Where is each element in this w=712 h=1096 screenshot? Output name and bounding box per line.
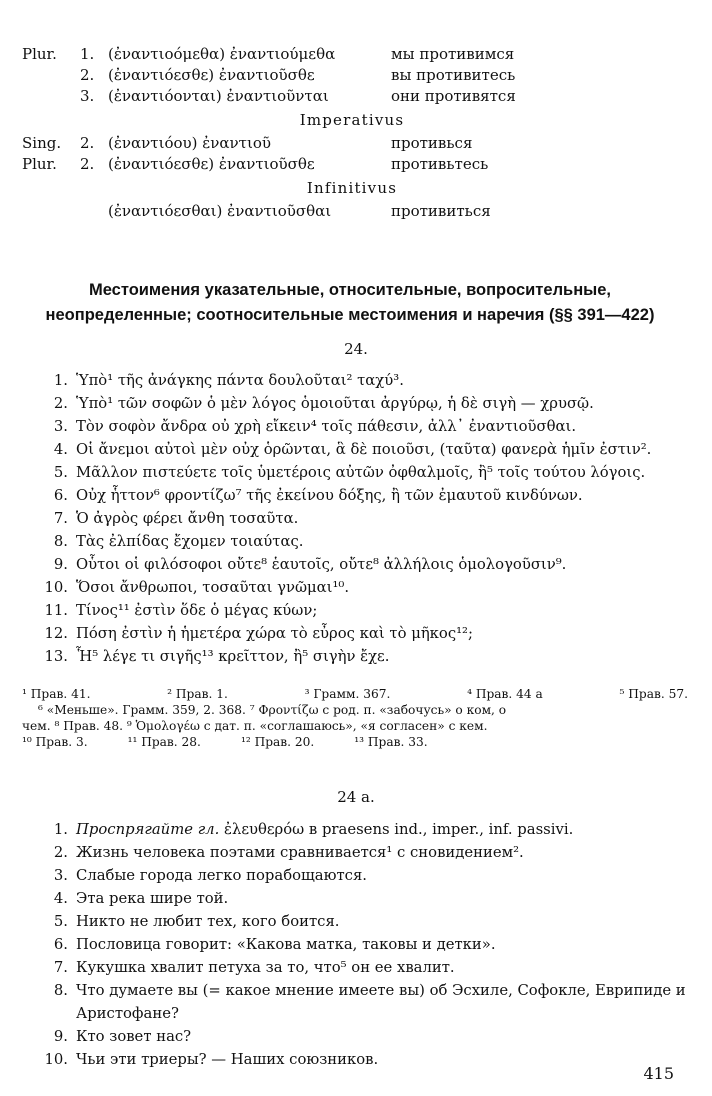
- exercise-24-list: [28, 369, 688, 668]
- item-text: Ὑπὸ¹ τῆς ἀνάγκης πάντα δουλοῦται² ταχύ³.: [76, 372, 404, 389]
- greek-form: (ἐναντιόου) ἐναντιοῦ: [108, 134, 271, 152]
- section-title: [20, 278, 680, 328]
- footnote: ¹ Прав. 41.: [22, 687, 91, 701]
- item-number: 6.: [53, 487, 68, 504]
- item-number: 1.: [53, 372, 68, 389]
- item-text: Οὐχ ἧττον⁶ φροντίζω⁷ τῆς ἐκείνου δόξης, ἢ τῶν ἐμαυτοῦ κινδύνων.: [76, 487, 583, 504]
- footnote-line: [22, 734, 688, 750]
- item-text: Слабые города легко порабощаются.: [76, 867, 367, 884]
- person-number: 3.: [80, 87, 95, 105]
- conjugation-table: [22, 44, 682, 222]
- list-item: [28, 369, 688, 392]
- footnote: ¹² Прав. 20.: [240, 735, 315, 749]
- item-text: Кукушка хвалит петуха за то, что⁵ он ее хвалит.: [76, 959, 455, 976]
- footnote: ³ Грамм. 367.: [304, 687, 391, 701]
- item-text: Чьи эти триеры? — Наших союзников.: [76, 1051, 379, 1068]
- item-number: 8.: [53, 533, 68, 550]
- item-number: 5.: [53, 913, 68, 930]
- item-text: Пословица говорит: «Какова матка, таковы и детки».: [76, 936, 496, 953]
- footnote: ⁶ «Меньше». Грамм. 359, 2. 368. ⁷ Φροντίζω с род. п. «забочусь» о ком, о: [38, 703, 507, 717]
- item-text: Ἧ⁵ λέγε τι σιγῆς¹³ κρεῖττον, ἢ⁵ σιγὴν ἔχε.: [76, 648, 390, 665]
- russian-translation: они противятся: [391, 87, 516, 105]
- item-number: 9.: [53, 1028, 68, 1045]
- number-label: [22, 86, 80, 107]
- item-number: 7.: [53, 959, 68, 976]
- footnote-line: [22, 702, 688, 718]
- item-text: Οἱ ἄνεμοι αὐτοὶ μὲν οὐχ ὁρῶνται, ἃ δὲ ποιοῦσι, (ταῦτα) φανερὰ ἡμῖν ἐστιν².: [76, 441, 652, 458]
- item-number: 4.: [53, 890, 68, 907]
- number-label: Plur.: [22, 45, 57, 63]
- footnote-line: [22, 686, 688, 702]
- item-text: Πόση ἐστὶν ἡ ἡμετέρα χώρα τὸ εὖρος καὶ τὸ μῆκος¹²;: [76, 625, 473, 642]
- russian-translation: вы противитесь: [391, 66, 516, 84]
- list-item: [28, 864, 688, 887]
- exercise-number: 24.: [344, 340, 368, 358]
- item-rest-text: ἐλευθερόω в praesens ind., imper., inf. passivi.: [219, 821, 574, 838]
- item-text: Ὑπὸ¹ τῶν σοφῶν ὁ μὲν λόγος ὁμοιοῦται ἀργύρῳ, ἡ δὲ σιγὴ — χρυσῷ.: [76, 395, 594, 412]
- footnotes: [22, 686, 688, 750]
- item-number: 5.: [53, 464, 68, 481]
- list-item: [28, 818, 688, 841]
- list-item: [28, 438, 688, 461]
- item-text: Τὸν σοφὸν ἄνδρα οὐ χρὴ εἴκειν⁴ τοῖς πάθεσιν, ἀλλ᾿ ἐναντιοῦσθαι.: [76, 418, 577, 435]
- list-item: [28, 1048, 688, 1071]
- greek-form: (ἐναντιόεσθε) ἐναντιοῦσθε: [108, 155, 315, 173]
- number-label: [22, 65, 80, 86]
- item-italic-text: Проспрягайте гл.: [76, 821, 220, 838]
- list-item: [28, 530, 688, 553]
- item-text: Эта река шире той.: [76, 890, 229, 907]
- list-item: [28, 956, 688, 979]
- number-label: Sing.: [22, 134, 62, 152]
- footnote: ¹⁰ Прав. 3.: [22, 735, 88, 749]
- item-text: [76, 818, 688, 841]
- list-item: [28, 507, 688, 530]
- list-item: [28, 841, 688, 864]
- list-item: [28, 576, 688, 599]
- item-text: Кто зовет нас?: [76, 1028, 192, 1045]
- item-number: 11.: [44, 602, 68, 619]
- item-number: 6.: [53, 936, 68, 953]
- section-title-line: неопределенные; соотносительные местоимения и наречия (§§ 391—422): [45, 306, 655, 324]
- infinitivus-heading: Infinitivus: [306, 179, 398, 197]
- footnote: ² Прав. 1.: [167, 687, 228, 701]
- item-number: 2.: [53, 844, 68, 861]
- item-number: 10.: [44, 579, 68, 596]
- exercise-number: 24 а.: [337, 788, 375, 806]
- page-number: 415: [643, 1064, 674, 1083]
- list-item: [28, 1025, 688, 1048]
- conjugation-row: [22, 201, 682, 222]
- footnote: ¹¹ Прав. 28.: [127, 735, 201, 749]
- greek-form: (ἐναντιοόμεθα) ἐναντιούμεθα: [108, 45, 336, 63]
- greek-form: (ἐναντιόονται) ἐναντιοῦνται: [108, 87, 329, 105]
- russian-translation: противься: [391, 134, 473, 152]
- conjugation-row: [22, 44, 682, 65]
- item-text: Ὅσοι ἄνθρωποι, τοσαῦται γνῶμαι¹⁰.: [76, 579, 350, 596]
- exercise-24a-list: [28, 818, 688, 1071]
- list-item: [28, 461, 688, 484]
- item-number: 8.: [53, 982, 68, 999]
- person-number: 2.: [80, 134, 95, 152]
- item-number: 1.: [53, 821, 68, 838]
- item-number: 2.: [53, 395, 68, 412]
- imperativus-heading: Imperativus: [299, 111, 405, 129]
- item-number: 7.: [53, 510, 68, 527]
- footnote: чем. ⁸ Прав. 48. ⁹ Ὁμολογέω с дат. п. «соглашаюсь», «я согласен» с кем.: [22, 719, 488, 733]
- item-number: 10.: [44, 1051, 68, 1068]
- item-text: Οὗτοι οἱ φιλόσοφοι οὔτε⁸ ἑαυτοῖς, οὔτε⁸ ἀλλήλοις ὁμολογοῦσιν⁹.: [76, 556, 567, 573]
- greek-form: (ἐναντιόεσθαι) ἐναντιοῦσθαι: [108, 202, 332, 220]
- item-number: 12.: [44, 625, 68, 642]
- list-item: [28, 415, 688, 438]
- list-item: [28, 645, 688, 668]
- item-text: Что думаете вы (= какое мнение имеете вы) об Эсхиле, Софокле, Еврипиде и Аристофане?: [76, 982, 686, 1022]
- list-item: [28, 553, 688, 576]
- footnote-line: [22, 718, 688, 734]
- person-number: 2.: [80, 66, 95, 84]
- footnote: ⁵ Прав. 57.: [619, 687, 688, 701]
- russian-translation: противиться: [391, 202, 491, 220]
- list-item: [28, 887, 688, 910]
- item-text: Ὁ ἀγρὸς φέρει ἄνθη τοσαῦτα.: [76, 510, 299, 527]
- item-number: 3.: [53, 867, 68, 884]
- person-number: 2.: [80, 155, 95, 173]
- item-number: 4.: [53, 441, 68, 458]
- number-label: Plur.: [22, 155, 57, 173]
- list-item: [28, 599, 688, 622]
- item-number: 13.: [44, 648, 68, 665]
- item-number: 9.: [53, 556, 68, 573]
- footnote: ¹³ Прав. 33.: [354, 735, 428, 749]
- item-text: Μᾶλλον πιστεύετε τοῖς ὑμετέροις αὐτῶν ὀφθαλμοῖς, ἢ⁵ τοῖς τούτου λόγοις.: [76, 464, 646, 481]
- item-text: Жизнь человека поэтами сравнивается¹ с сновидением².: [76, 844, 524, 861]
- list-item: [28, 933, 688, 956]
- footnote: ⁴ Прав. 44 а: [467, 687, 543, 701]
- russian-translation: мы противимся: [391, 45, 515, 63]
- list-item: [28, 392, 688, 415]
- list-item: [28, 484, 688, 507]
- conjugation-row: [22, 154, 682, 175]
- list-item: [28, 979, 688, 1025]
- item-text: Τίνος¹¹ ἐστὶν ὅδε ὁ μέγας κύων;: [76, 602, 318, 619]
- section-title-line: Местоимения указательные, относительные, вопросительные,: [88, 281, 612, 299]
- person-number: 1.: [80, 45, 95, 63]
- conjugation-row: [22, 86, 682, 107]
- list-item: [28, 910, 688, 933]
- greek-form: (ἐναντιόεσθε) ἐναντιοῦσθε: [108, 66, 315, 84]
- item-text: Τὰς ἐλπίδας ἔχομεν τοιαύτας.: [76, 533, 304, 550]
- item-number: 3.: [53, 418, 68, 435]
- russian-translation: противьтесь: [391, 155, 489, 173]
- conjugation-row: [22, 65, 682, 86]
- conjugation-row: [22, 133, 682, 154]
- list-item: [28, 622, 688, 645]
- item-text: Никто не любит тех, кого боится.: [76, 913, 340, 930]
